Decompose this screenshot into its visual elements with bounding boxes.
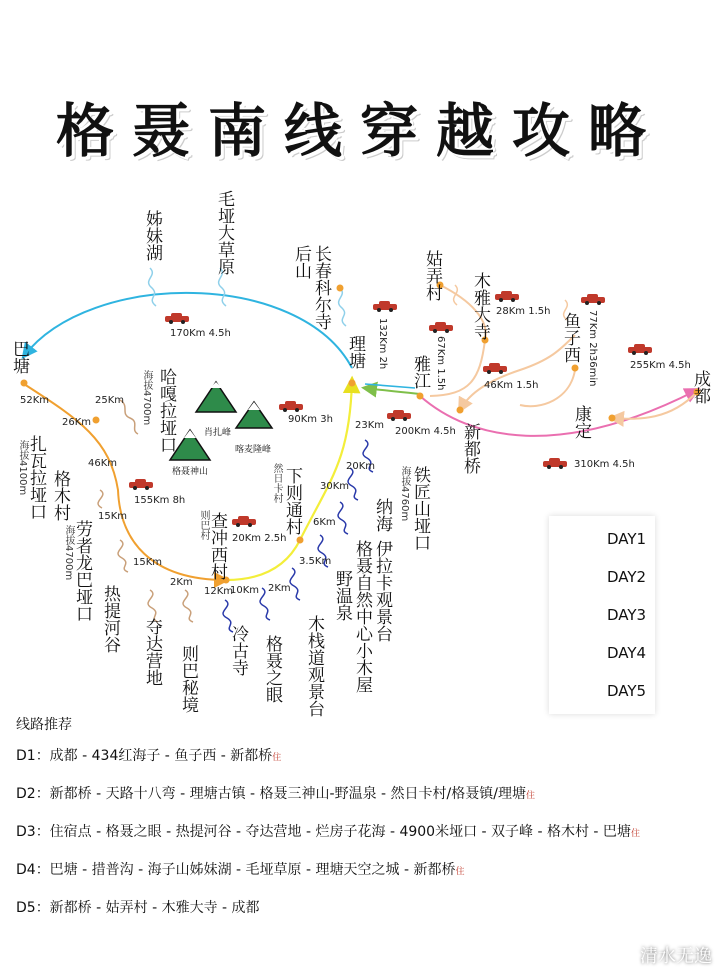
place-xinduqiao: 新都桥 [460, 423, 480, 474]
distance-label: 46Km 1.5h [484, 380, 539, 391]
place-retihegu: 热提河谷 [100, 585, 120, 653]
place-fangzhelongbayakou: 劳者龙巴垭口 [72, 520, 92, 622]
car-icon [428, 321, 454, 333]
car-icon [278, 400, 304, 412]
route-d5: D5：新都桥 - 姑弄村 - 木雅大寺 - 成都 [16, 900, 260, 916]
note-haba: 海拔4700m [63, 525, 74, 581]
car-icon [627, 343, 653, 355]
place-tiejiangshan: 铁匠山垭口 [410, 466, 430, 551]
blue-short-route [365, 384, 415, 388]
car-icon [164, 312, 190, 324]
place-lenggusi: 冷古寺 [228, 625, 248, 676]
legend-item: DAY1 [607, 530, 647, 548]
legend [549, 516, 655, 714]
car-icon [372, 300, 398, 312]
note-zebacun: 则巴村 [198, 510, 209, 540]
distance-label: 25Km [95, 395, 125, 406]
distance-label: 2Km [268, 583, 291, 594]
place-gunongcun: 姑弄村 [422, 250, 442, 301]
distance-label: 26Km [62, 417, 92, 428]
distance-label: 200Km 4.5h [395, 426, 456, 437]
place-zemimijing: 则巴秘境 [178, 645, 198, 713]
watermark: 清水无逸 [640, 946, 712, 967]
place-litang: 理塘 [345, 335, 365, 369]
distance-label: 46Km [88, 458, 118, 469]
distance-label: 6Km [313, 517, 336, 528]
route-recommendations [16, 714, 706, 936]
distance-label: 12Km [204, 586, 234, 597]
place-muyadasi: 木雅大寺 [470, 272, 490, 340]
car-icon [494, 290, 520, 302]
distance-label: 15Km [133, 557, 163, 568]
place-yajiang: 雅江 [410, 355, 430, 389]
route-d1: D1：成都 - 434红海子 - 鱼子西 - 新都桥住 [16, 748, 282, 764]
place-yuzixi: 鱼子西 [560, 312, 580, 363]
legend-item: DAY3 [607, 606, 647, 624]
place-genie-zhiyan: 格聂之眼 [262, 635, 282, 703]
place-chengdu: 成都 [690, 370, 710, 404]
route-d3: D3：住宿点 - 格聂之眼 - 热提河谷 - 夺达营地 - 烂房子花海 - 4900米垭口 - 双子峰 - 格木村 - 巴塘住 [16, 824, 640, 840]
car-icon [231, 515, 257, 527]
route-d2: D2：新都桥 - 天路十八弯 - 理塘古镇 - 格聂三神山-野温泉 - 然日卡村/格聂镇/理塘住 [16, 786, 535, 802]
legend-item: DAY2 [607, 568, 647, 586]
place-zimeihu: 姊妹湖 [142, 210, 162, 261]
note-haba: 海拔4760m [399, 466, 410, 522]
distance-label: 67Km 1.5h [435, 336, 446, 391]
routes-heading: 线路推荐 [16, 717, 72, 733]
place-maoyacaoyuan: 毛垭大草原 [214, 190, 234, 275]
distance-label: 20Km [346, 461, 376, 472]
car-icon [482, 362, 508, 374]
place-kuadayingdi: 夺达营地 [142, 618, 162, 686]
car-icon [128, 478, 154, 490]
note-ranrikacun: 然日卡村 [271, 463, 282, 503]
distance-label: 20Km 2.5h [232, 533, 287, 544]
distance-label: 155Km 8h [134, 495, 186, 506]
note-haba: 海拔4700m [141, 370, 152, 426]
place-hagalayakou: 哈嘎拉垭口 [156, 368, 176, 453]
place-changchunkeersi: 长春科尔寺 [311, 245, 331, 330]
mountain-label: 喀麦隆峰 [235, 445, 272, 455]
distance-label: 15Km [98, 511, 128, 522]
distance-label: 23Km [355, 420, 385, 431]
legend-item: DAY5 [607, 682, 647, 700]
place-batang: 巴塘 [9, 340, 29, 374]
distance-label: 52Km [20, 395, 50, 406]
place-chachongxicun: 查冲西村 [207, 512, 227, 580]
note-haba: 海拔4100m [17, 440, 28, 496]
distance-label: 170Km 4.5h [170, 328, 231, 339]
distance-label: 310Km 4.5h [574, 459, 635, 470]
place-zhawalayakou: 扎瓦拉垭口 [26, 435, 46, 520]
place-muzhandao: 木栈道观景台 [304, 615, 324, 717]
place-nahai: 纳海 [372, 498, 392, 532]
distance-label: 255Km 4.5h [630, 360, 691, 371]
place-yewenquan: 野温泉 [332, 570, 352, 621]
place-gemucun: 格木村 [50, 470, 70, 521]
distance-label: 2Km [170, 577, 193, 588]
car-icon [386, 409, 412, 421]
car-icon [580, 293, 606, 305]
distance-label: 28Km 1.5h [496, 306, 551, 317]
page-title: 格聂南线穿越攻略 [55, 97, 664, 165]
distance-label: 3.5Km [299, 556, 332, 567]
legend-item: DAY4 [607, 644, 647, 662]
car-icon [542, 457, 568, 469]
place-genie-xiaomuwu: 格聂自然中心小木屋 [352, 540, 372, 693]
place-kangding: 康定 [571, 405, 591, 439]
place-houshan: 后山 [291, 245, 311, 279]
distance-label: 30Km [320, 481, 350, 492]
place-yilaka: 伊拉卡观景台 [372, 540, 392, 642]
distance-label: 132Km 2h [377, 318, 388, 370]
distance-label: 10Km [230, 585, 260, 596]
mountain-label: 肖扎峰 [204, 428, 232, 438]
mountain-label: 格聂神山 [172, 467, 209, 477]
distance-label: 90Km 3h [288, 414, 333, 425]
route-d4: D4：巴塘 - 措普沟 - 海子山姊妹湖 - 毛垭草原 - 理塘天空之城 - 新都桥住 [16, 862, 465, 878]
place-xiazetongcun: 下则通村 [282, 467, 302, 535]
distance-label: 77Km 2h36min [587, 310, 598, 387]
